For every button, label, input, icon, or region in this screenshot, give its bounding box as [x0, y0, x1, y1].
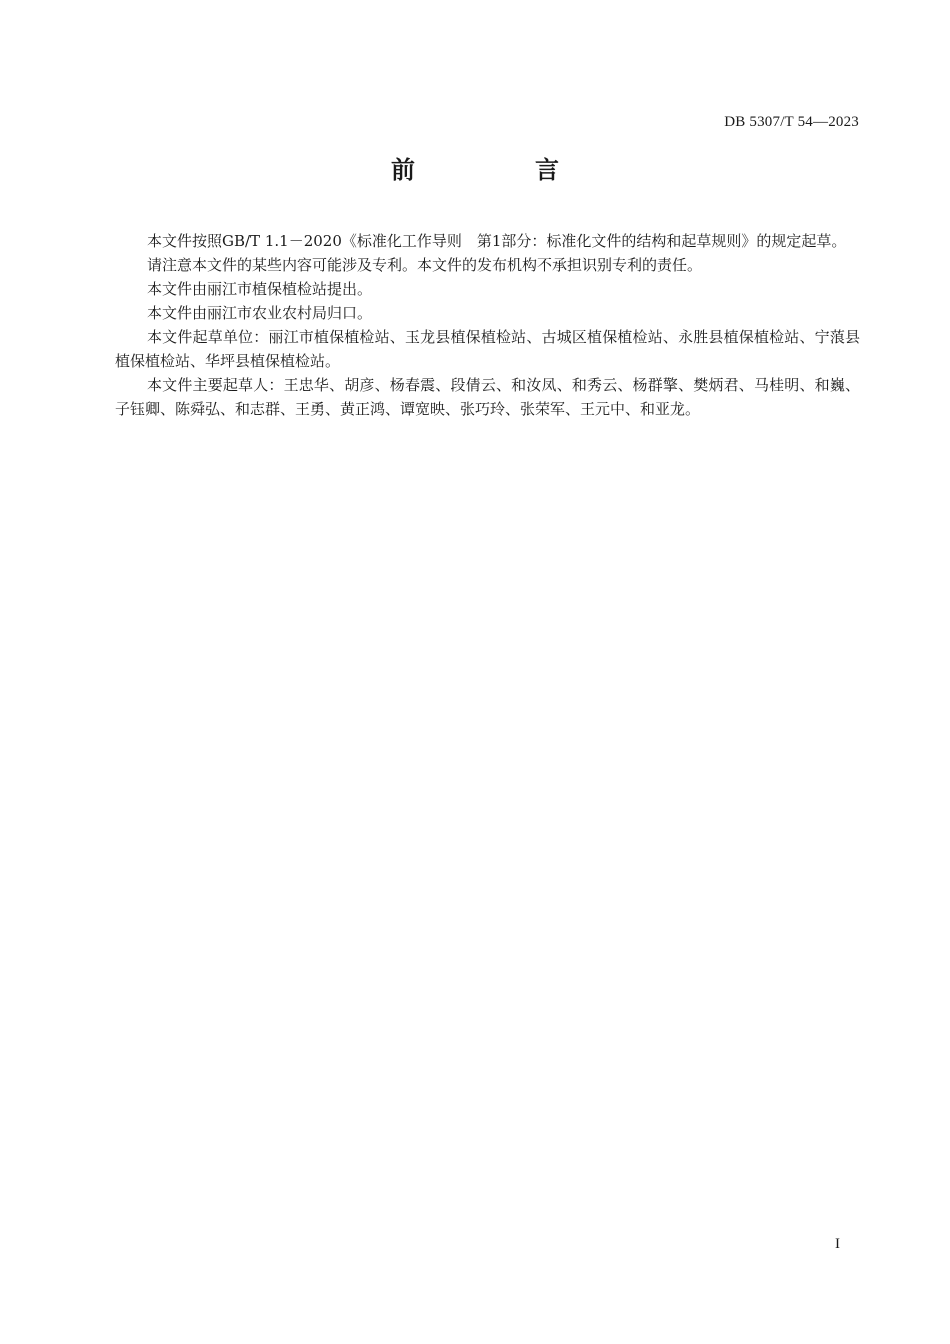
paragraph-patent-notice: 请注意本文件的某些内容可能涉及专利。本文件的发布机构不承担识别专利的责任。	[147, 256, 703, 274]
page-title: 前 言	[391, 156, 607, 184]
paragraph-drafters: 本文件主要起草人：王忠华、胡彦、杨春震、段倩云、和汝凤、和秀云、杨群擎、樊炳君、马桂明、和巍、子钰卿、陈舜弘、和志群、王勇、黄正鸿、谭宽映、张巧玲、张荣军、王元中、和亚龙。	[115, 376, 860, 418]
foreword-body	[115, 229, 860, 421]
document-code: DB 5307/T 54—2023	[724, 114, 859, 130]
paragraph-drafting-units: 本文件起草单位：丽江市植保植检站、玉龙县植保植检站、古城区植保植检站、永胜县植保植检站、宁蒗县植保植检站、华坪县植保植检站。	[115, 328, 860, 370]
page-number: I	[835, 1236, 840, 1252]
paragraph-administrator: 本文件由丽江市农业农村局归口。	[147, 304, 373, 322]
paragraph-proposer: 本文件由丽江市植保植检站提出。	[147, 280, 373, 298]
paragraph-drafting-rules: 本文件按照GB/T 1.1－2020《标准化工作导则 第1部分：标准化文件的结构和起草规则》的规定起草。	[147, 232, 847, 250]
